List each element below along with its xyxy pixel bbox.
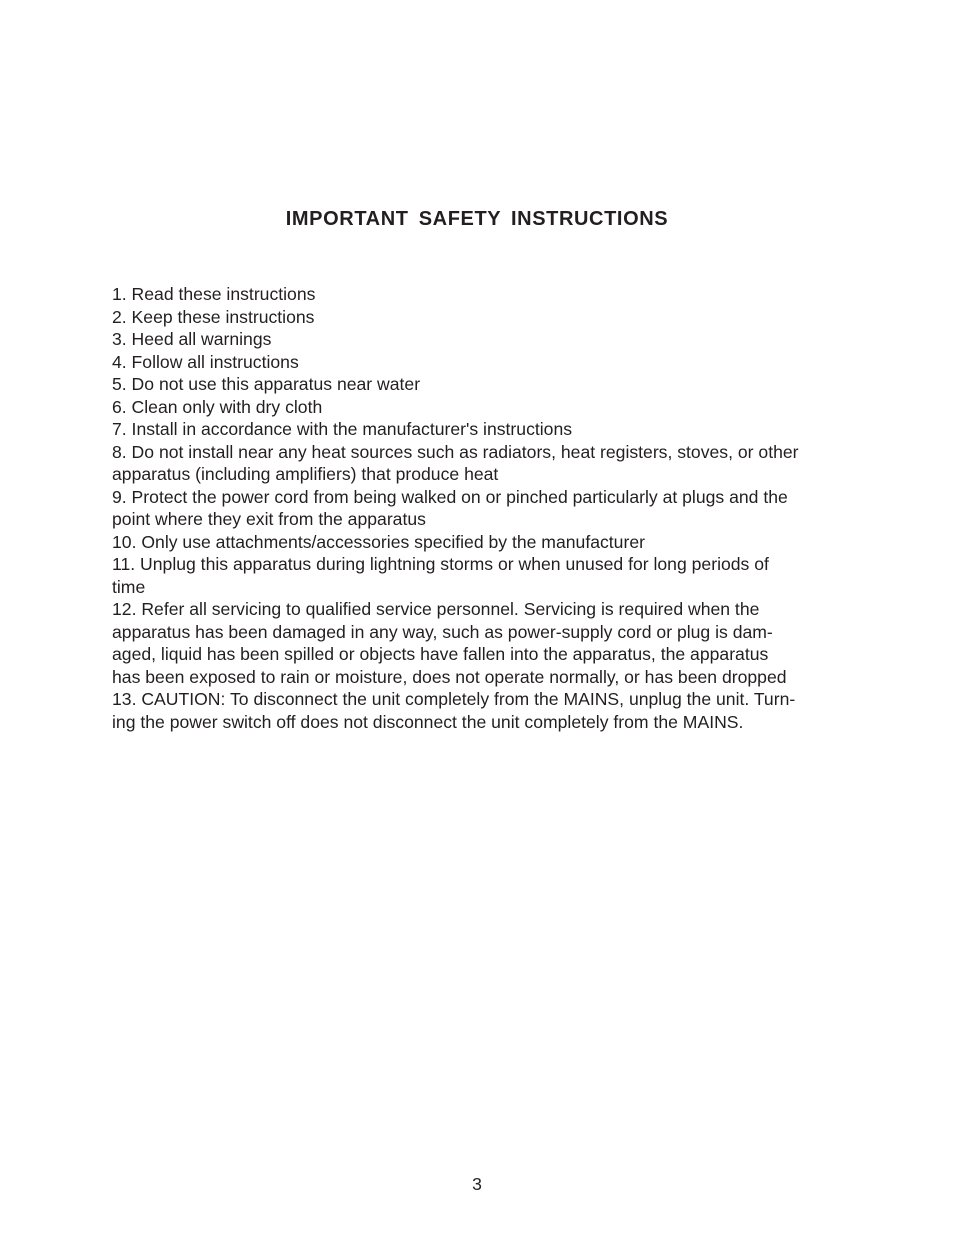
page-title: IMPORTANT SAFETY INSTRUCTIONS: [285, 208, 669, 230]
instruction-line: 3. Heed all warnings: [112, 329, 272, 349]
instruction-line: 7. Install in accordance with the manufacturer's instructions: [112, 419, 573, 439]
instruction-line: time: [112, 576, 146, 597]
instruction-item: [112, 553, 842, 598]
instruction-item: [112, 373, 842, 396]
instruction-line: 11. Unplug this apparatus during lightning storms or when unused for long periods of: [112, 554, 769, 574]
instruction-line: 4. Follow all instructions: [112, 351, 299, 372]
instruction-line: 9. Protect the power cord from being walked on or pinched particularly at plugs and the: [112, 486, 788, 507]
instruction-line: 8. Do not install near any heat sources such as radiators, heat registers, stoves, or other: [112, 441, 799, 462]
instruction-line: 10. Only use attachments/accessories specified by the manufacturer: [112, 531, 645, 552]
instruction-line: 1. Read these instructions: [112, 284, 316, 304]
instruction-item: [112, 441, 842, 486]
instruction-line: 12. Refer all servicing to qualified service personnel. Servicing is required when the: [112, 599, 760, 619]
instruction-item: [112, 328, 842, 351]
instruction-line: apparatus has been damaged in any way, such as power-supply cord or plug is dam-: [112, 621, 773, 642]
instruction-line: point where they exit from the apparatus: [112, 509, 426, 529]
page-number: 3: [472, 1174, 482, 1194]
instruction-line: apparatus (including amplifiers) that produce heat: [112, 464, 499, 484]
instruction-line: 5. Do not use this apparatus near water: [112, 374, 421, 394]
safety-instructions-list: [112, 283, 842, 733]
instruction-line: has been exposed to rain or moisture, does not operate normally, or has been dropped: [112, 666, 787, 687]
instruction-line: 13. CAUTION: To disconnect the unit completely from the MAINS, unplug the unit. Turn-: [112, 689, 796, 709]
instruction-line: 6. Clean only with dry cloth: [112, 396, 323, 417]
instruction-item: [112, 306, 842, 329]
instruction-line: ing the power switch off does not disconnect the unit completely from the MAINS.: [112, 711, 744, 732]
instruction-item: [112, 688, 842, 733]
instruction-item: [112, 486, 842, 531]
instruction-item: [112, 351, 842, 374]
instruction-line: aged, liquid has been spilled or objects have fallen into the apparatus, the apparatus: [112, 644, 769, 664]
instruction-line: 2. Keep these instructions: [112, 306, 315, 327]
instruction-item: [112, 531, 842, 554]
instruction-item: [112, 598, 842, 688]
instruction-item: [112, 396, 842, 419]
instruction-item: [112, 418, 842, 441]
instruction-item: [112, 283, 842, 306]
